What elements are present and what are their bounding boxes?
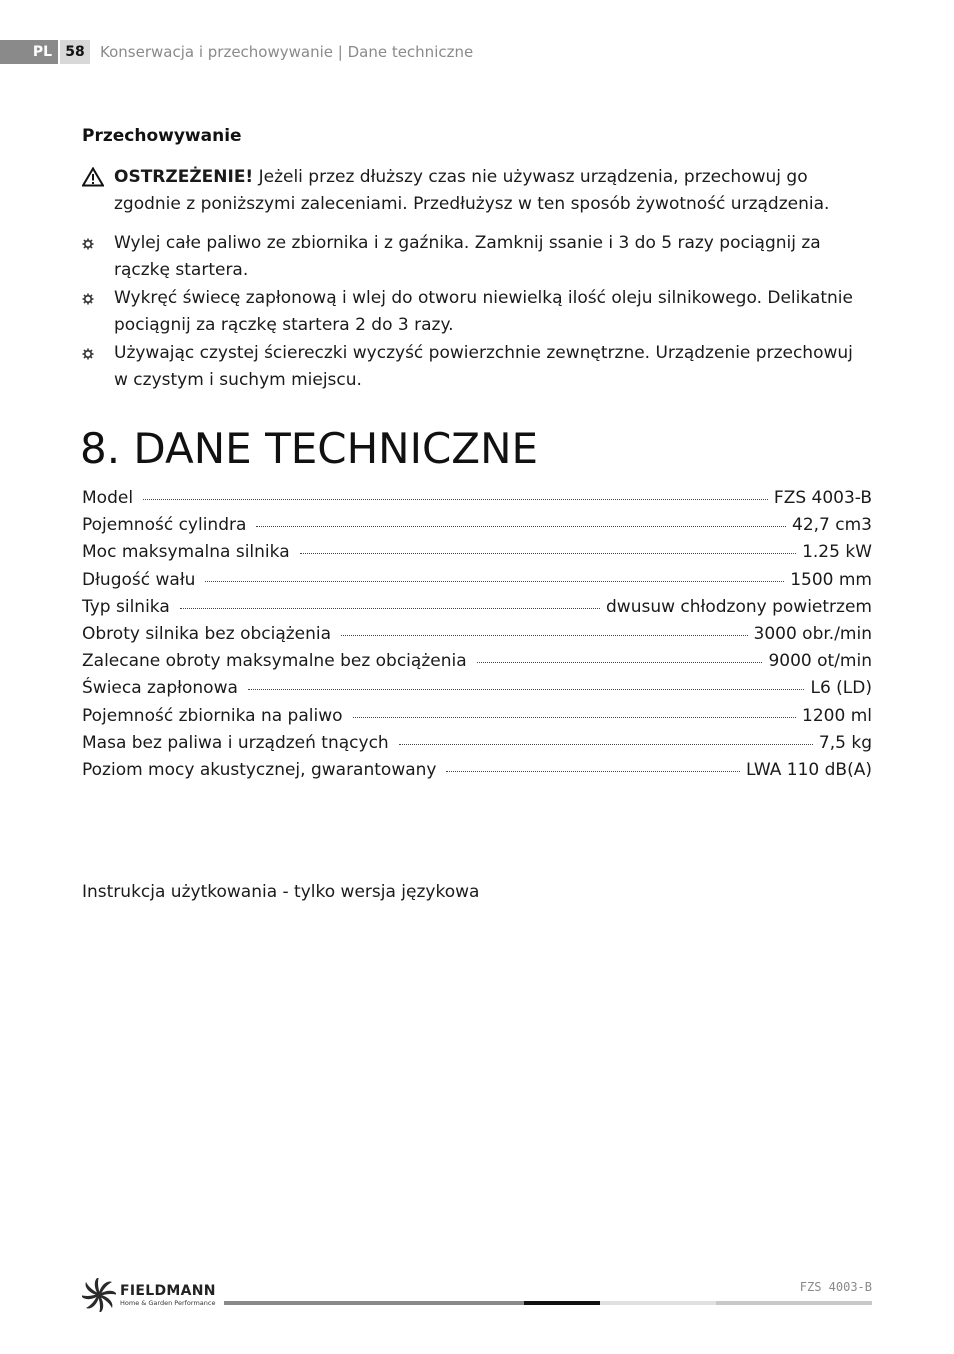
leader-dots bbox=[353, 717, 797, 718]
brand-text bbox=[120, 1284, 216, 1307]
spec-label: Zalecane obroty maksymalne bez obciążenia bbox=[82, 651, 467, 672]
spec-label: Długość wału bbox=[82, 569, 196, 590]
table-row bbox=[82, 488, 872, 515]
table-row bbox=[82, 570, 872, 597]
footer-rule bbox=[224, 1301, 872, 1305]
spec-label: Model bbox=[82, 488, 134, 508]
warning-message: Jeżeli przez dłuższy czas nie używasz urządzenia, przechowuj go zgodnie z poniższymi zaleceniami. Przedłużysz w ten sposób żywotność urządzenia. bbox=[114, 167, 830, 214]
table-row bbox=[82, 515, 872, 542]
gear-bullet-icon bbox=[82, 293, 94, 305]
step-text: Wykręć świecę zapłonową i wlej do otworu niewielką ilość oleju silnikowego. Delikatnie pociągnij za rączkę startera 2 do 3 razy. bbox=[114, 288, 853, 335]
footer-rule-segment bbox=[716, 1301, 872, 1305]
leader-dots bbox=[300, 553, 796, 554]
spec-value: FZS 4003-B bbox=[773, 488, 872, 508]
leader-dots bbox=[205, 581, 784, 582]
gear-bullet-icon bbox=[82, 348, 94, 360]
page-number: 58 bbox=[60, 40, 90, 64]
table-row bbox=[82, 651, 872, 678]
spec-label: Typ silnika bbox=[82, 596, 170, 617]
step-text: Wylej całe paliwo ze zbiornika i z gaźnika. Zamknij ssanie i 3 do 5 razy pociągnij za rączkę startera. bbox=[114, 233, 821, 280]
chapter-title: 8. DANE TECHNICZNE bbox=[80, 424, 539, 473]
fan-logo-icon bbox=[82, 1278, 116, 1312]
leader-dots bbox=[399, 744, 813, 745]
list-item bbox=[82, 285, 872, 339]
table-row bbox=[82, 678, 872, 705]
spec-label: Pojemność zbiornika na paliwo bbox=[82, 705, 343, 726]
footer-rule-segment bbox=[224, 1301, 524, 1305]
storage-heading: Przechowywanie bbox=[82, 126, 242, 146]
list-item bbox=[82, 340, 872, 394]
spec-label: Pojemność cylindra bbox=[82, 515, 247, 536]
list-item bbox=[82, 230, 872, 284]
spec-value: 3000 obr./min bbox=[753, 623, 872, 644]
leader-dots bbox=[256, 526, 786, 527]
spec-value: dwusuw chłodzony powietrzem bbox=[606, 596, 872, 617]
brand-logo bbox=[82, 1278, 216, 1312]
spec-value: 1500 mm bbox=[790, 569, 872, 590]
table-row bbox=[82, 706, 872, 733]
table-row bbox=[82, 624, 872, 651]
spec-table bbox=[82, 488, 872, 787]
spec-label: Świeca zapłonowa bbox=[82, 678, 238, 699]
table-row bbox=[82, 733, 872, 760]
footer-rule-segment bbox=[600, 1301, 716, 1305]
warning-triangle-icon bbox=[82, 167, 104, 187]
leader-dots bbox=[248, 689, 805, 690]
spec-value: L6 (LD) bbox=[810, 678, 872, 699]
language-note: Instrukcja użytkowania - tylko wersja językowa bbox=[82, 882, 480, 902]
brand-name: FIELDMANN bbox=[120, 1282, 216, 1299]
spec-value: 9000 ot/min bbox=[768, 651, 872, 672]
warning-block bbox=[82, 164, 872, 218]
step-text: Używając czystej ściereczki wyczyść powierzchnie zewnętrzne. Urządzenie przechowuj w czystym i suchym miejscu. bbox=[114, 343, 853, 390]
page-header bbox=[0, 40, 473, 64]
spec-label: Moc maksymalna silnika bbox=[82, 542, 290, 563]
warning-label: OSTRZEŻENIE! bbox=[114, 167, 254, 187]
spec-label: Poziom mocy akustycznej, gwarantowany bbox=[82, 759, 437, 780]
spec-value: 1.25 kW bbox=[802, 542, 872, 563]
spec-label: Obroty silnika bez obciążenia bbox=[82, 623, 332, 644]
table-row bbox=[82, 760, 872, 787]
spec-value: 7,5 kg bbox=[818, 732, 872, 753]
spec-value: 42,7 cm3 bbox=[792, 515, 872, 536]
footer-rule-segment bbox=[524, 1301, 600, 1305]
spec-label: Masa bez paliwa i urządzeń tnących bbox=[82, 732, 389, 753]
table-row bbox=[82, 597, 872, 624]
leader-dots bbox=[180, 608, 600, 609]
footer-model: FZS 4003-B bbox=[799, 1280, 872, 1294]
leader-dots bbox=[446, 771, 739, 772]
table-row bbox=[82, 542, 872, 569]
language-tab: PL bbox=[0, 40, 58, 64]
brand-tagline: Home & Garden Performance bbox=[120, 1298, 216, 1307]
gear-bullet-icon bbox=[82, 238, 94, 250]
leader-dots bbox=[477, 662, 763, 663]
spec-value: LWA 110 dB(A) bbox=[745, 759, 872, 780]
leader-dots bbox=[341, 635, 747, 636]
warning-text bbox=[82, 164, 872, 218]
spec-value: 1200 ml bbox=[802, 705, 872, 726]
leader-dots bbox=[143, 499, 768, 500]
storage-steps bbox=[82, 230, 872, 395]
header-title: Konserwacja i przechowywanie | Dane techniczne bbox=[100, 43, 474, 61]
